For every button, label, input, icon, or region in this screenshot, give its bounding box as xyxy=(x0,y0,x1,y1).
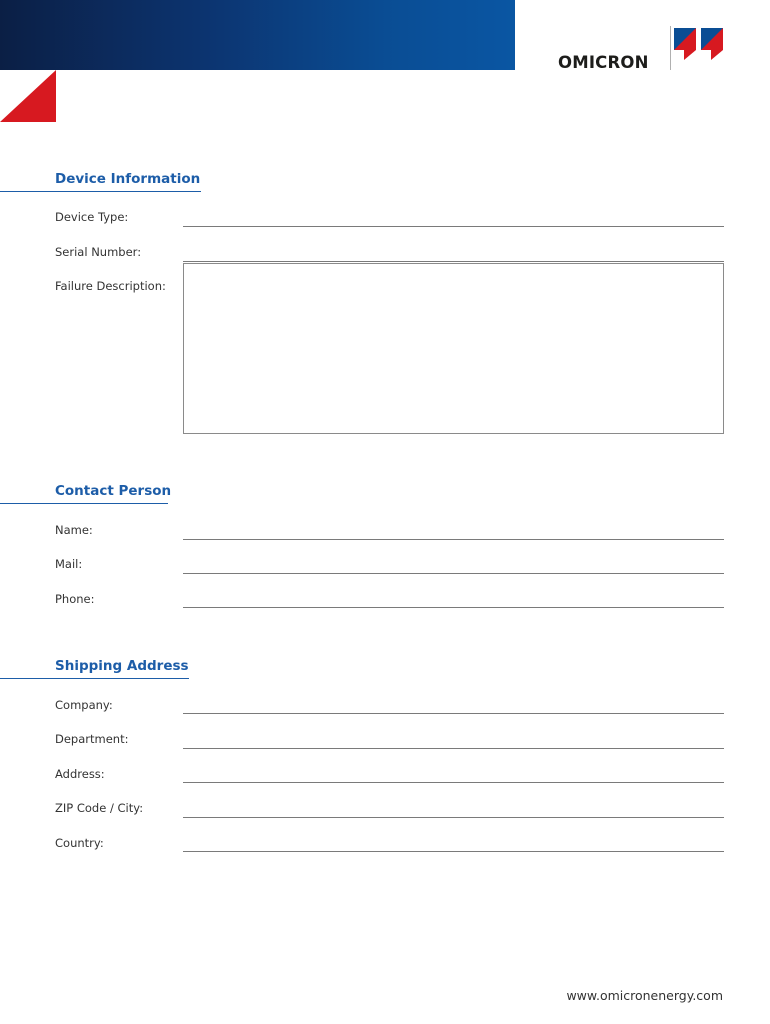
name-label: Name: xyxy=(55,523,93,537)
company-label: Company: xyxy=(55,698,113,712)
address-field[interactable] xyxy=(183,768,724,783)
country-label: Country: xyxy=(55,836,104,850)
mail-label: Mail: xyxy=(55,557,83,571)
section-title-device-information: Device Information xyxy=(0,170,201,192)
mail-field[interactable] xyxy=(183,559,724,574)
section-title-shipping-address: Shipping Address xyxy=(0,657,189,679)
name-field[interactable] xyxy=(183,525,724,540)
header-banner xyxy=(0,0,515,70)
omicron-logo xyxy=(558,22,728,74)
serial-number-label: Serial Number: xyxy=(55,245,142,259)
failure-description-label: Failure Description: xyxy=(55,279,166,293)
department-field[interactable] xyxy=(183,734,724,749)
logo-divider xyxy=(670,26,671,70)
zip-city-field[interactable] xyxy=(183,803,724,818)
footer-website-url: www.omicronenergy.com xyxy=(566,988,723,1003)
logo-wordmark: OMICRON xyxy=(558,53,649,72)
logo-mark-icon xyxy=(672,26,726,60)
address-label: Address: xyxy=(55,767,105,781)
failure-description-field[interactable] xyxy=(183,263,724,434)
department-label: Department: xyxy=(55,732,129,746)
section-title-contact-person: Contact Person xyxy=(0,482,168,504)
phone-field[interactable] xyxy=(183,593,724,608)
red-corner-accent xyxy=(0,70,56,122)
company-field[interactable] xyxy=(183,699,724,714)
device-type-field[interactable] xyxy=(183,212,724,227)
phone-label: Phone: xyxy=(55,592,95,606)
country-field[interactable] xyxy=(183,837,724,852)
zip-city-label: ZIP Code / City: xyxy=(55,801,144,815)
device-type-label: Device Type: xyxy=(55,210,129,224)
serial-number-field[interactable] xyxy=(183,247,724,262)
